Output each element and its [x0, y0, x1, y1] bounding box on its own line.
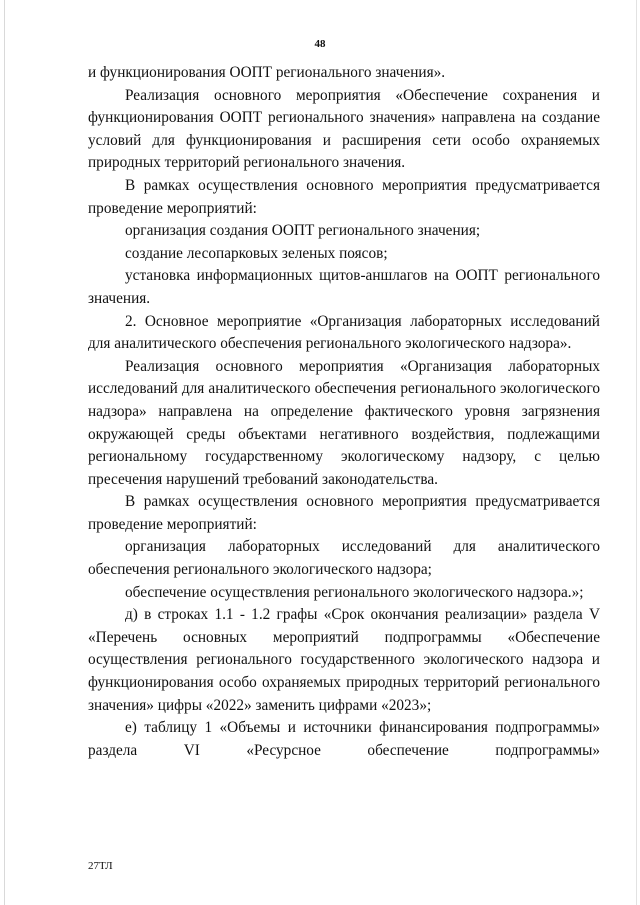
paragraph: Реализация основного мероприятия «Обеспечение сохранения и функционирования ООПТ регионального значения» направлена на создание условий для функционирования и расширения сети особо охраняемых природных территорий регионального значения.	[88, 86, 600, 172]
body-text	[88, 62, 600, 762]
list-item: создание лесопарковых зеленых поясов;	[125, 244, 388, 262]
paragraph: Реализация основного мероприятия «Организация лабораторных исследований для аналитического обеспечения регионального экологического надзора» направлена на определение фактического уровня загрязнения окружающей среды объектами негативного воздействия, подлежащими региональному государственному экологическому надзору, с целью пресечения нарушений требований законодательства.	[88, 357, 600, 488]
list-item: организация лабораторных исследований для аналитического обеспечения регионального экологического надзора;	[88, 538, 600, 579]
list-item: установка информационных щитов-аншлагов на ООПТ регионального значения.	[88, 267, 600, 307]
page-number: 48	[314, 38, 326, 50]
section-heading: 2. Основное мероприятие «Организация лабораторных исследований для аналитического обеспечения регионального экологического надзора».	[88, 312, 600, 353]
paragraph: и функционирования ООПТ регионального значения».	[88, 64, 446, 81]
scan-edge-right	[636, 0, 637, 905]
amendment-item: е) таблицу 1 «Объемы и источники финансирования подпрограммы» раздела VI «Ресурсное обеспечение подпрограммы»	[88, 719, 600, 759]
list-item: обеспечение осуществления регионального экологического надзора.»;	[125, 583, 584, 601]
amendment-item: д) в строках 1.1 - 1.2 графы «Срок окончания реализации» раздела V «Перечень основных мероприятий подпрограммы «Обеспечение осуществления регионального государственного экологического надзора и функционирования особо охраняемых природных территорий регионального значения» цифры «2022» заменить цифрами «2023»;	[88, 606, 600, 714]
paragraph: В рамках осуществления основного мероприятия предусматривается проведение мероприятий:	[88, 176, 600, 217]
paragraph: В рамках осуществления основного мероприятия предусматривается проведение мероприятий:	[88, 493, 600, 533]
scan-edge-left	[4, 0, 5, 905]
list-item: организация создания ООПТ регионального значения;	[125, 222, 481, 240]
footer-code: 27ТЛ	[88, 860, 113, 872]
